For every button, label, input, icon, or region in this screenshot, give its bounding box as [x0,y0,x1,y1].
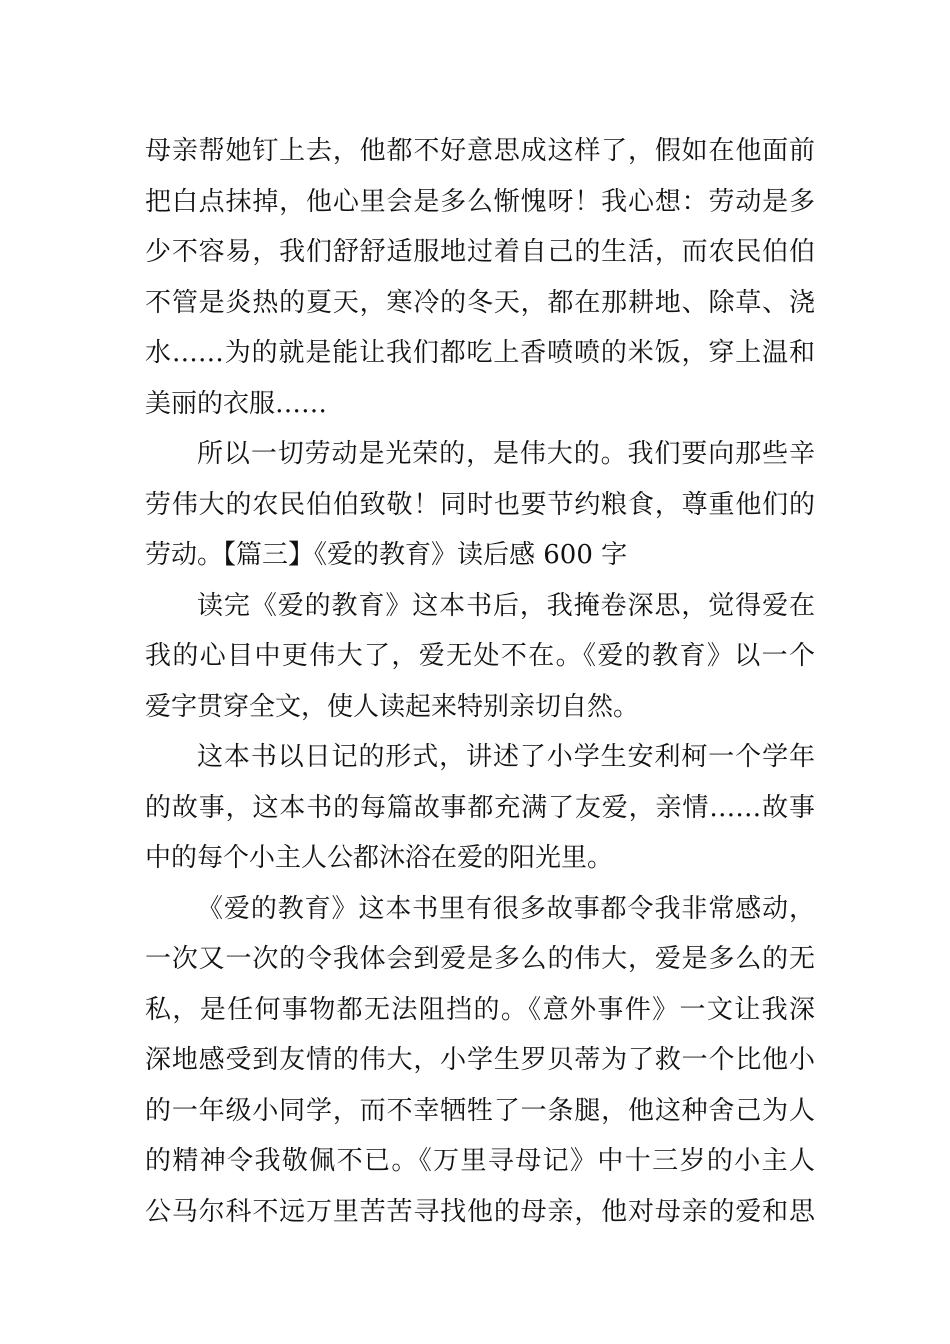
text-line: 我的心目中更伟大了，爱无处不在。《爱的教育》以一个 [145,641,815,671]
text-line: 把白点抹掉，他心里会是多么惭愧呀！我心想：劳动是多 [145,186,815,217]
text-line: 一次又一次的令我体会到爱是多么的伟大，爱是多么的无 [145,944,815,974]
text-line: 水……为的就是能让我们都吃上香喷喷的米饭，穿上温和 [145,338,815,368]
text-line: 公马尔科不远万里苦苦寻找他的母亲，他对母亲的爱和思 [145,1196,815,1227]
paragraph-first-line: 《爱的教育》这本书里有很多故事都令我非常感动， [197,893,815,924]
paragraph-first-line: 读完《爱的教育》这本书后，我掩卷深思，觉得爱在 [197,590,815,621]
text-line: 的精神令我敬佩不已。《万里寻母记》中十三岁的小主人 [145,1146,815,1176]
text-line: 美丽的衣服…… [145,388,328,419]
text-line: 私，是任何事物都无法阻挡的。《意外事件》一文让我深 [145,994,815,1025]
text-line: 深地感受到友情的伟大，小学生罗贝蒂为了救一个比他小 [145,1045,815,1075]
text-line: 母亲帮她钉上去，他都不好意思成这样了，假如在他面前 [145,136,815,166]
text-line: 中的每个小主人公都沐浴在爱的阳光里。 [145,843,614,873]
text-line: 不管是炎热的夏天，寒冷的冬天，都在那耕地、除草、浇 [145,287,815,318]
text-line: 劳伟大的农民伯伯致敬！同时也要节约粮食，尊重他们的 [145,489,815,520]
section-heading-line: 劳动。【篇三】《爱的教育》读后感 600 字 [145,540,628,570]
text-line: 的故事，这本书的每篇故事都充满了友爱，亲情……故事 [145,792,815,823]
text-line: 爱字贯穿全文，使人读起来特别亲切自然。 [145,691,640,722]
paragraph-first-line: 这本书以日记的形式，讲述了小学生安利柯一个学年 [197,742,815,772]
text-line: 少不容易，我们舒舒适服地过着自己的生活，而农民伯伯 [145,237,815,267]
paragraph-first-line: 所以一切劳动是光荣的，是伟大的。我们要向那些辛 [197,439,815,469]
body-text [145,126,815,1237]
text-line: 的一年级小同学，而不幸牺牲了一条腿，他这种舍己为人 [145,1095,815,1126]
